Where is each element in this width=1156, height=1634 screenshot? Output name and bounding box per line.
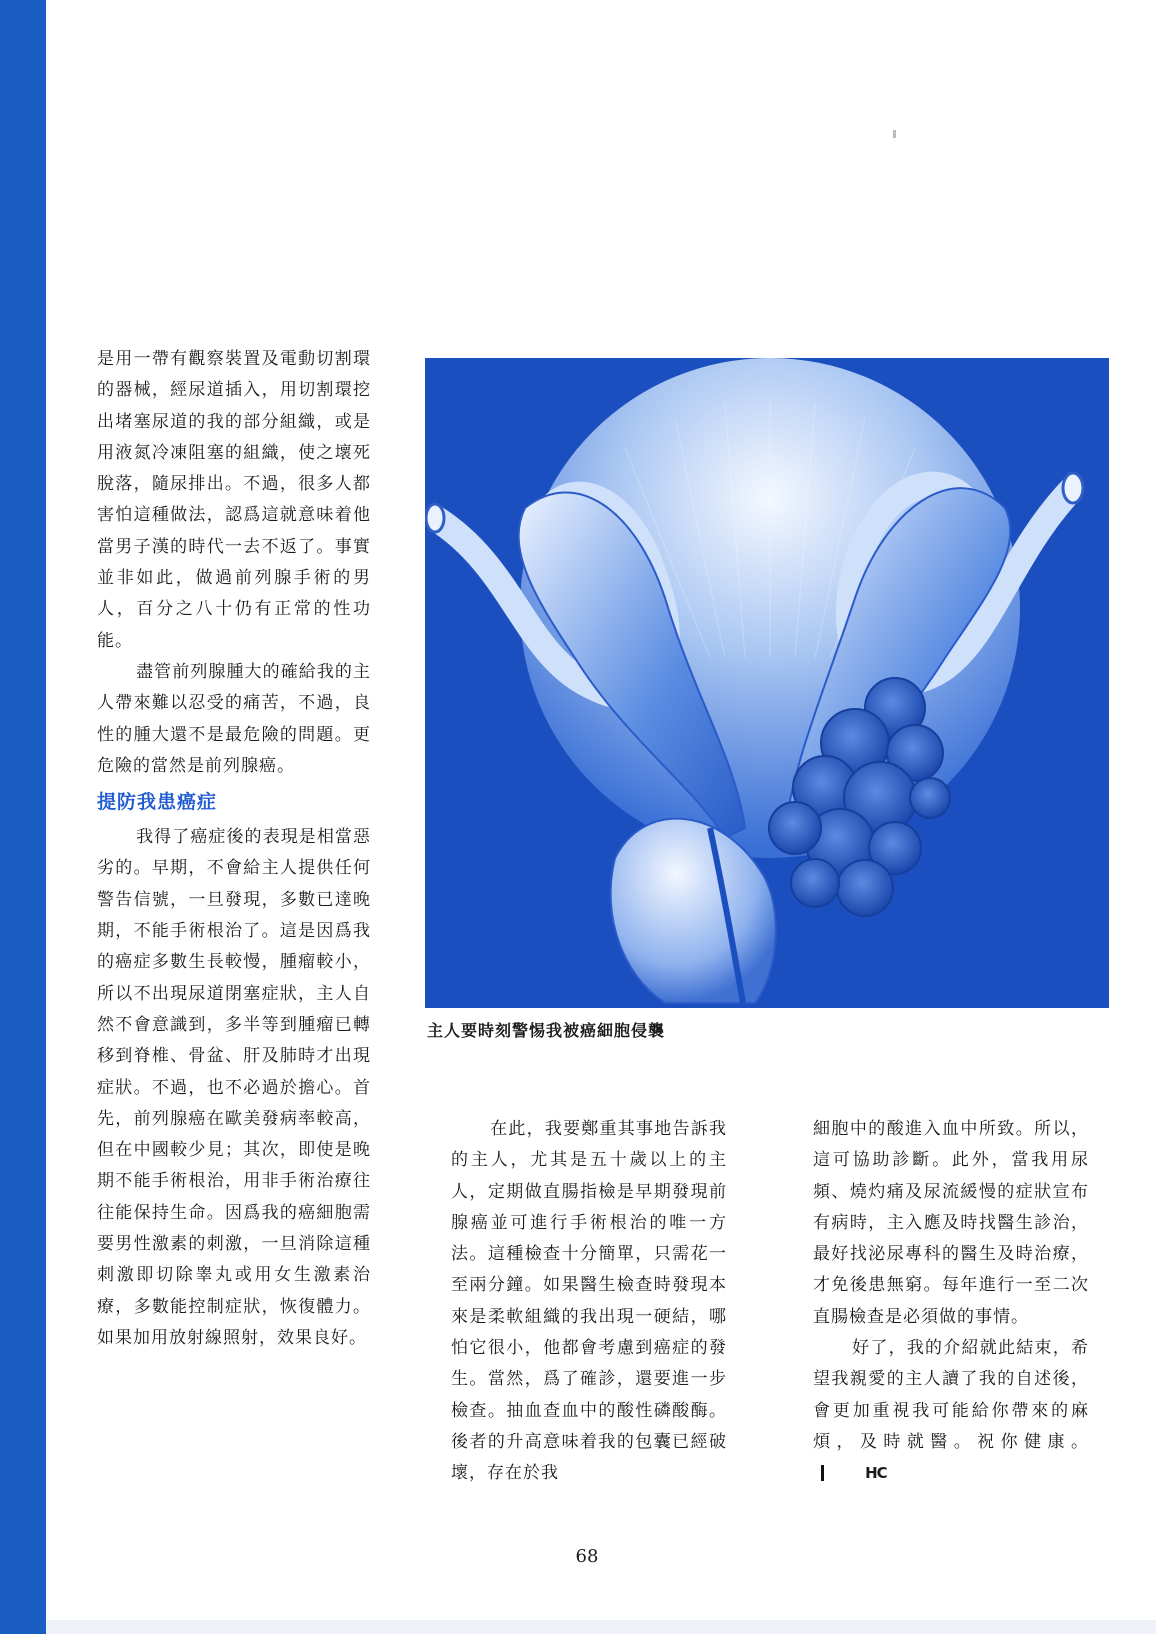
prostate-illustration-svg xyxy=(425,358,1109,1008)
paragraph: 在此，我要鄭重其事地告訴我的主人，尤其是五十歲以上的主人，定期做直腸指檢是早期發現前腺癌並可進行手術根治的唯一方法。這種檢查十分簡單，只需花一至兩分鐘。如果醫生檢查時發現本來是柔軟組織的我出現一硬結，哪怕它很小，他都會考慮到癌症的發生。當然，爲了確診，還要進一步檢查。抽血查血中的酸性磷酸酶。後者的升高意味着我的包囊已經破壞，存在於我 xyxy=(451,1119,727,1484)
figure-caption: 主人要時刻警惕我被癌細胞侵襲 xyxy=(427,1021,666,1040)
blue-edge-bar xyxy=(0,0,46,1634)
hc-end-mark: HC xyxy=(821,1465,887,1481)
prostate-illustration xyxy=(425,358,1109,1008)
text-column-left xyxy=(97,344,371,1354)
paragraph: 盡管前列腺腫大的確給我的主人帶來難以忍受的痛苦，不過，良性的腫大還不是最危險的問題。更危險的當然是前列腺癌。 xyxy=(97,661,371,776)
left-vas-opening xyxy=(426,504,444,532)
closing-paragraph xyxy=(813,1333,1089,1489)
bottom-edge-shadow xyxy=(46,1620,1156,1634)
right-vas-opening xyxy=(1063,473,1083,503)
closing-text: 好了，我的介紹就此結束，希望我親愛的主人讀了我的自述後，會更加重視我可能給你帶來的麻煩，及時就醫。祝你健康。 xyxy=(813,1338,1089,1452)
paragraph: 是用一帶有觀察裝置及電動切割環的器械，經尿道插入，用切割環挖出堵塞尿道的我的部分組織，或是用液氮冷凍阻塞的組織，使之壞死脫落，隨尿排出。不過，很多人都害怕這種做法，認爲這就意味着他當男子漢的時代一去不返了。事實並非如此，做過前列腺手術的男人，百分之八十仍有正常的性功能。 xyxy=(97,349,371,651)
text-column-middle xyxy=(451,1114,727,1490)
section-heading: 提防我患癌症 xyxy=(97,791,218,814)
page-number: 68 xyxy=(575,1546,599,1567)
stray-mark xyxy=(893,130,896,138)
paragraph: 我得了癌症後的表現是相當惡劣的。早期，不會給主人提供任何警告信號，一旦發現，多數已達晚期，不能手術根治了。這是因爲我的癌症多數生長較慢，腫瘤較小，所以不出現尿道閉塞症狀，主人自然不會意識到，多半等到腫瘤已轉移到脊椎、骨盆、肝及肺時才出現症狀。不過，也不必過於擔心。首先，前列腺癌在歐美發病率較高，但在中國較少見；其次，即使是晚期不能手術根治，用非手術治療往往能保持生命。因爲我的癌細胞需要男性激素的刺激，一旦消除這種刺激即切除睾丸或用女生激素治療，多數能控制症狀，恢復體力。如果加用放射線照射，效果良好。 xyxy=(97,827,371,1348)
text-column-right xyxy=(813,1114,1089,1490)
paragraph: 細胞中的酸進入血中所致。所以，這可協助診斷。此外，當我用尿頻、燒灼痛及尿流緩慢的症狀宣布有病時，主入應及時找醫生診治，最好找泌尿專科的醫生及時治療，才免後患無窮。每年進行一至二次直腸檢查是必須做的事情。 xyxy=(813,1119,1089,1327)
